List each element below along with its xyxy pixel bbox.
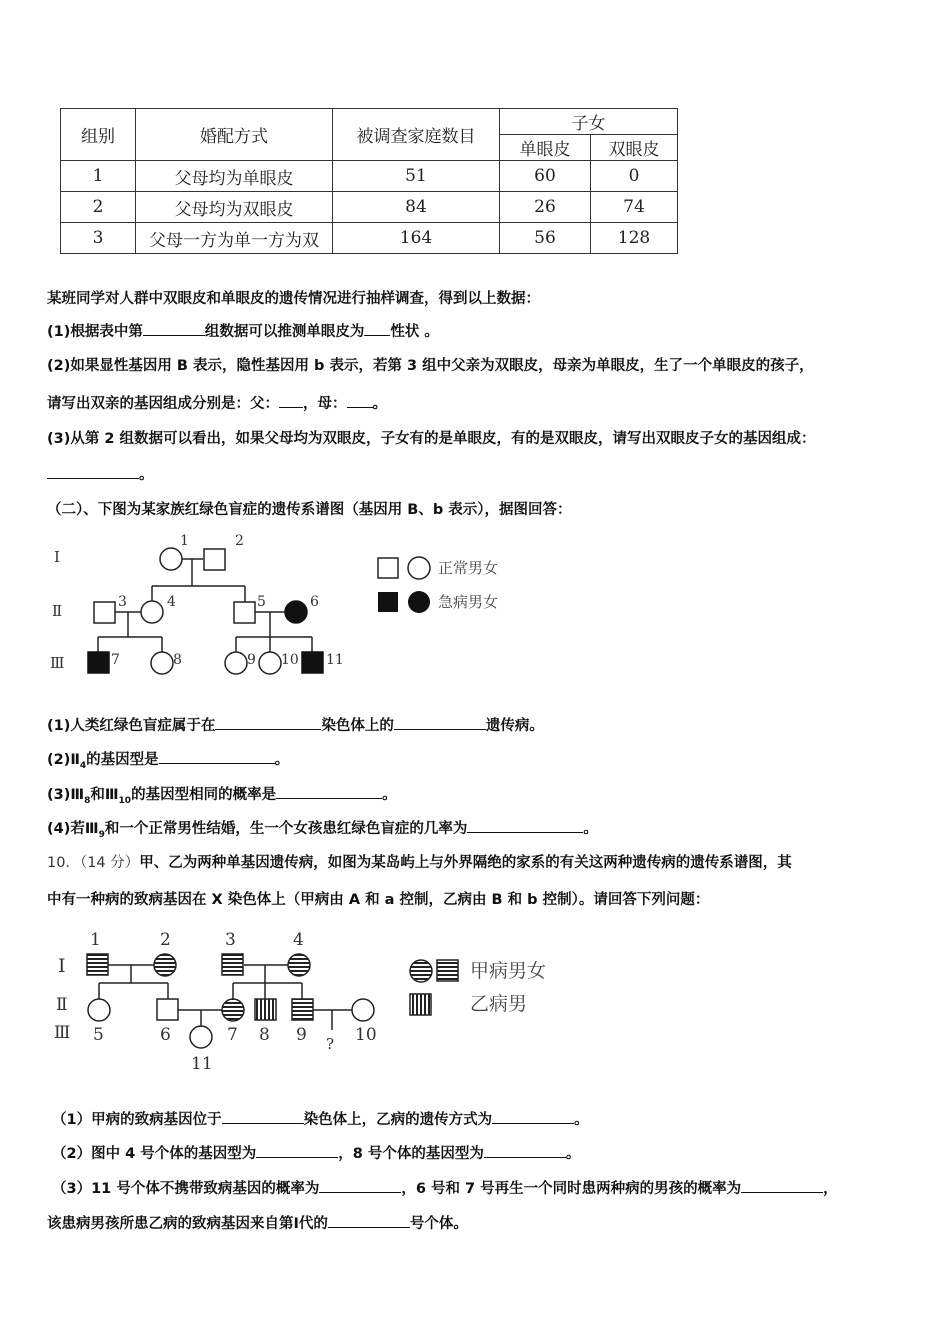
svg-text:8: 8 [259, 1025, 270, 1045]
part2-q2: $(2)Ⅱ_4$的基因型是 。 [47, 752, 290, 771]
svg-text:2: 2 [235, 533, 244, 549]
answer-blank[interactable] [215, 716, 321, 730]
individual-II-9 [292, 999, 313, 1020]
header-families: 被调查家庭数目 [333, 109, 500, 161]
individual-I-1 [160, 548, 182, 570]
individual-III-7 [88, 652, 109, 673]
individual-III-10 [259, 652, 281, 674]
answer-blank[interactable] [347, 394, 373, 408]
svg-text:1: 1 [180, 533, 189, 549]
gen-label-II: Ⅱ [56, 995, 68, 1015]
legend-normal-male [378, 558, 398, 578]
q10-line1: 10．（14 分）甲、乙为两种单基因遗传病，如图为某岛屿上与外界隔绝的家系的有关这两种遗传病的遗传系谱图，其 [47, 855, 792, 871]
legend-affected-label: 急病男女 [438, 593, 499, 611]
table-row: 1 父母均为单眼皮 51 60 0 [61, 161, 678, 192]
part2-title: （二）、下图为某家族红绿色盲症的遗传系谱图（基因用 B、b 表示），据图回答： [47, 502, 572, 518]
header-children: 子女 [500, 109, 678, 135]
svg-text:3: 3 [118, 594, 127, 610]
svg-text:4: 4 [167, 594, 176, 610]
table-row: 3 父母一方为单一方为双 164 56 128 [61, 223, 678, 254]
legend-normal-label: 正常男女 [438, 559, 499, 577]
svg-text:10: 10 [281, 652, 299, 668]
legend-affected-female [408, 591, 430, 613]
svg-text:10: 10 [355, 1025, 377, 1045]
part1-q3-line1: (3)从第 2 组数据可以看出，如果父母均为双眼皮，子女有的是单眼皮，有的是双眼皮，请写出双眼皮子女的基因组成： [47, 431, 816, 447]
answer-blank[interactable] [276, 785, 382, 799]
legend-jia-label: 甲病男女 [470, 960, 547, 982]
individual-I-2 [204, 549, 225, 570]
svg-text:5: 5 [257, 594, 266, 610]
individual-III-11 [302, 652, 323, 673]
answer-blank[interactable] [222, 1110, 304, 1124]
svg-text:5: 5 [93, 1025, 104, 1045]
legend-yi-male [410, 994, 431, 1015]
survey-table [60, 108, 678, 254]
answer-blank[interactable] [492, 1110, 574, 1124]
answer-blank[interactable] [256, 1144, 338, 1158]
answer-blank[interactable] [328, 1214, 410, 1228]
svg-text:2: 2 [160, 930, 171, 950]
individual-II-5 [234, 602, 255, 623]
part2-q1: (1)人类红绿色盲症属于在 染色体上的 遗传病。 [47, 718, 544, 734]
answer-blank[interactable] [47, 465, 139, 479]
individual-II-7 [222, 999, 244, 1021]
answer-blank[interactable] [279, 394, 303, 408]
answer-blank[interactable] [484, 1144, 566, 1158]
answer-blank[interactable] [159, 750, 275, 764]
individual-II-10 [352, 999, 374, 1021]
individual-II-6 [157, 999, 178, 1020]
answer-blank[interactable] [364, 322, 390, 336]
gen-label-III: Ⅲ [54, 1023, 71, 1043]
unknown-offspring: ? [326, 1035, 335, 1053]
header-single: 单眼皮 [500, 135, 591, 161]
part1-intro: 某班同学对人群中双眼皮和单眼皮的遗传情况进行抽样调查，得到以上数据： [47, 291, 540, 307]
legend-affected-male [378, 592, 398, 612]
individual-I-1 [87, 954, 108, 975]
header-group: 组别 [61, 109, 136, 161]
individual-II-4 [141, 601, 163, 623]
pedigree-two-diseases [40, 922, 600, 1080]
answer-blank[interactable] [467, 819, 583, 833]
part1-q1: (1)根据表中第 组数据可以推测单眼皮为 性状 。 [47, 324, 439, 340]
pedigree-colorblind [40, 522, 560, 692]
gen-label-I: Ⅰ [58, 955, 66, 977]
answer-blank[interactable] [143, 322, 205, 336]
part1-q2-line1: (2)如果显性基因用 B 表示，隐性基因用 b 表示，若第 3 组中父亲为双眼皮，母亲为单眼皮，生了一个单眼皮的孩子， [47, 358, 814, 374]
q10-sub2: （2）图中 4 号个体的基因型为 ，8 号个体的基因型为 。 [52, 1146, 581, 1162]
individual-I-2 [154, 954, 176, 976]
svg-text:3: 3 [225, 930, 236, 950]
table-row: 2 父母均为双眼皮 84 26 74 [61, 192, 678, 223]
individual-I-3 [222, 954, 243, 975]
header-double: 双眼皮 [591, 135, 678, 161]
legend-yi-label: 乙病男 [470, 993, 528, 1015]
answer-blank[interactable] [319, 1179, 401, 1193]
part1-q2-line2: 请写出双亲的基因组成分别是：父： ，母： 。 [47, 396, 387, 412]
gen-label-I: Ⅰ [54, 548, 60, 566]
legend-jia-female [410, 960, 432, 982]
svg-text:11: 11 [191, 1054, 213, 1074]
part2-q4: (4)若$Ⅲ_9$和一个正常男性结婚，生一个女孩患红绿色盲症的几率为 。 [47, 821, 598, 840]
individual-I-4 [288, 954, 310, 976]
gen-label-II: Ⅱ [52, 602, 63, 620]
header-mating: 婚配方式 [136, 109, 333, 161]
part2-q3: $(3)Ⅲ_8$和$Ⅲ_{10}$的基因型相同的概率是 。 [47, 787, 397, 806]
part1-q3-line2: 。 [47, 463, 154, 484]
svg-text:7: 7 [227, 1025, 238, 1045]
svg-text:6: 6 [310, 594, 319, 610]
legend-jia-male [437, 960, 458, 981]
svg-text:4: 4 [293, 930, 304, 950]
q10-sub1: （1）甲病的致病基因位于 染色体上，乙病的遗传方式为 。 [52, 1112, 589, 1128]
individual-III-11 [190, 1026, 212, 1048]
legend-normal-female [408, 557, 430, 579]
svg-text:8: 8 [173, 652, 182, 668]
svg-text:9: 9 [296, 1025, 307, 1045]
answer-blank[interactable] [741, 1179, 823, 1193]
q10-sub3-line2: 该患病男孩所患乙病的致病基因来自第Ⅰ代的 号个体。 [47, 1216, 468, 1232]
gen-label-III: Ⅲ [50, 654, 65, 672]
individual-III-8 [151, 652, 173, 674]
q10-line2: 中有一种病的致病基因在 X 染色体上（甲病由 A 和 a 控制，乙病由 B 和 b 控制）。请回答下列问题： [47, 892, 710, 908]
svg-text:7: 7 [111, 652, 120, 668]
individual-III-9 [225, 652, 247, 674]
individual-II-5 [88, 999, 110, 1021]
svg-text:9: 9 [247, 652, 256, 668]
svg-text:6: 6 [160, 1025, 171, 1045]
individual-II-8 [255, 999, 276, 1020]
q10-sub3: （3）11 号个体不携带致病基因的概率为 ，6 号和 7 号再生一个同时患两种病的男孩的概率为 ， [52, 1181, 838, 1197]
individual-II-3 [94, 602, 115, 623]
individual-II-6 [285, 601, 307, 623]
svg-text:1: 1 [90, 930, 101, 950]
svg-text:11: 11 [326, 652, 344, 668]
answer-blank[interactable] [394, 716, 486, 730]
